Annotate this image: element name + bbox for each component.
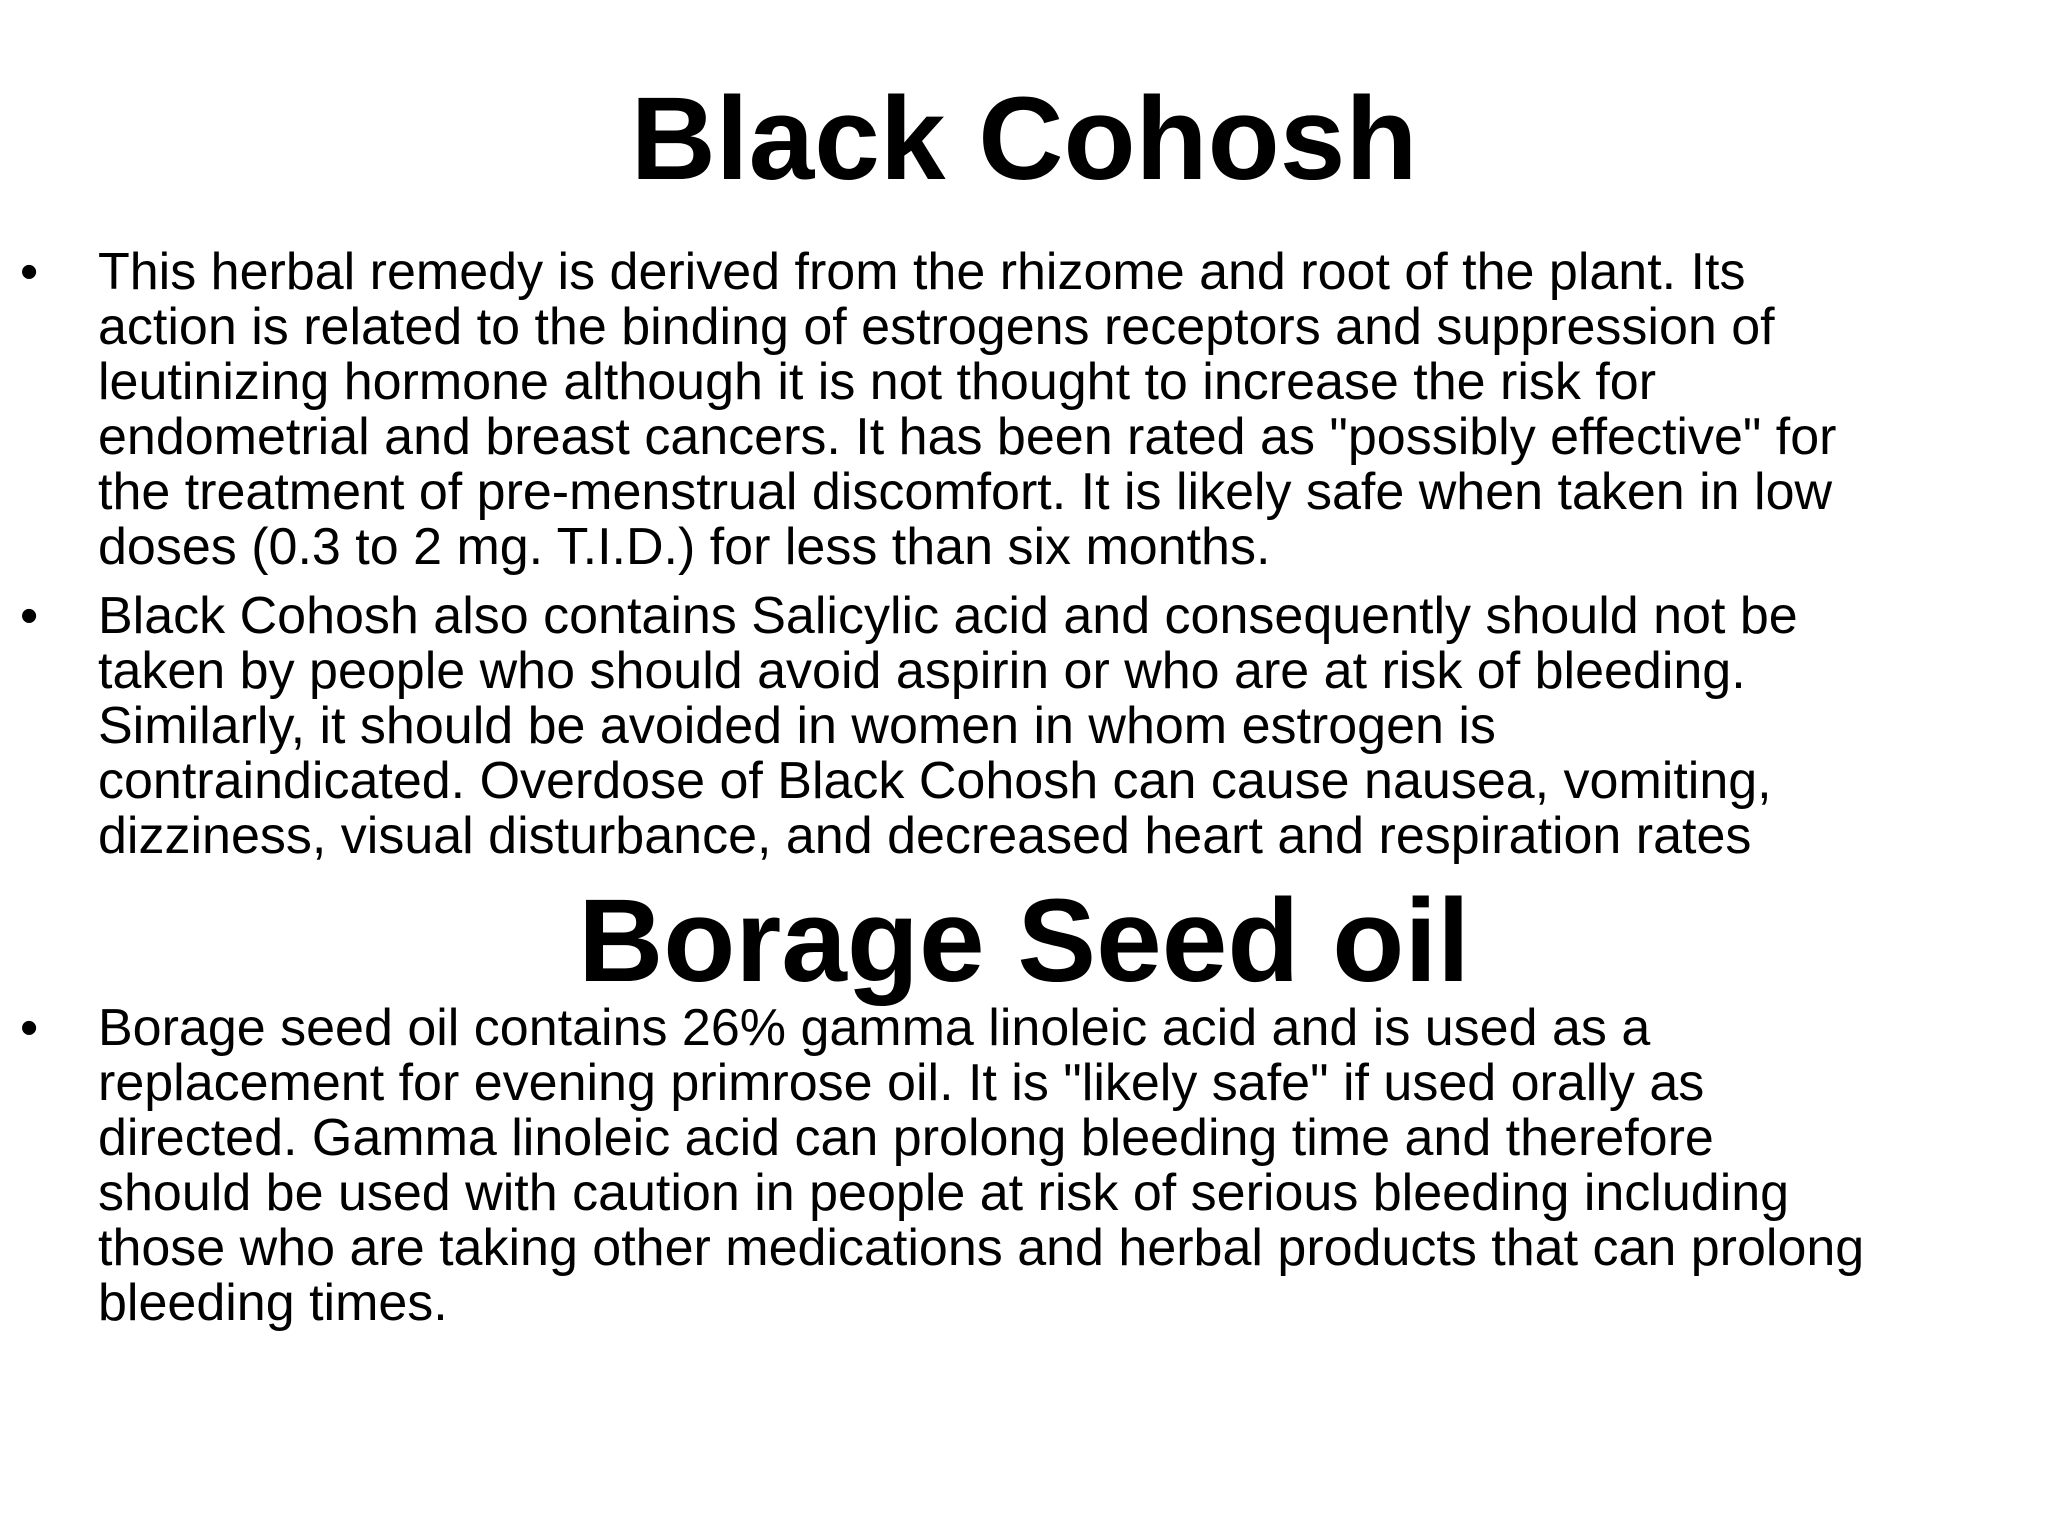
section-title-black-cohosh: Black Cohosh (630, 73, 1418, 205)
bullet-text: Borage seed oil contains 26% gamma linoleic acid and is used as a replacement for evening primrose oil. It is "likely safe" if used orally as directed. Gamma linoleic acid can prolong bleeding time and therefore should be used with caution in people at risk of serious bleeding including those who are taking other medications and herbal products that can prolong bleeding times. (98, 999, 1865, 1332)
section-title-borage-seed-oil: Borage Seed oil (578, 875, 1470, 1007)
bullet-text: This herbal remedy is derived from the rhizome and root of the plant. Its action is related to the binding of estrogens receptors and suppression of leutinizing hormone although it is not thought to increase the risk for endometrial and breast cancers. It has been rated as "possibly effective" for the treatment of pre-menstrual discomfort. It is likely safe when taken in low doses (0.3 to 2 mg. T.I.D.) for less than six months. (98, 243, 1837, 576)
bullet-marker: • (20, 587, 39, 645)
bullet-marker: • (20, 999, 39, 1057)
bullet-marker: • (20, 243, 39, 301)
bullet-text: Black Cohosh also contains Salicylic acid and consequently should not be taken by people who should avoid aspirin or who are at risk of bleeding. Similarly, it should be avoided in women in whom estrogen is contraindicated. Overdose of Black Cohosh can cause nausea, vomiting, dizziness, visual disturbance, and decreased heart and respiration rates (98, 587, 1798, 865)
